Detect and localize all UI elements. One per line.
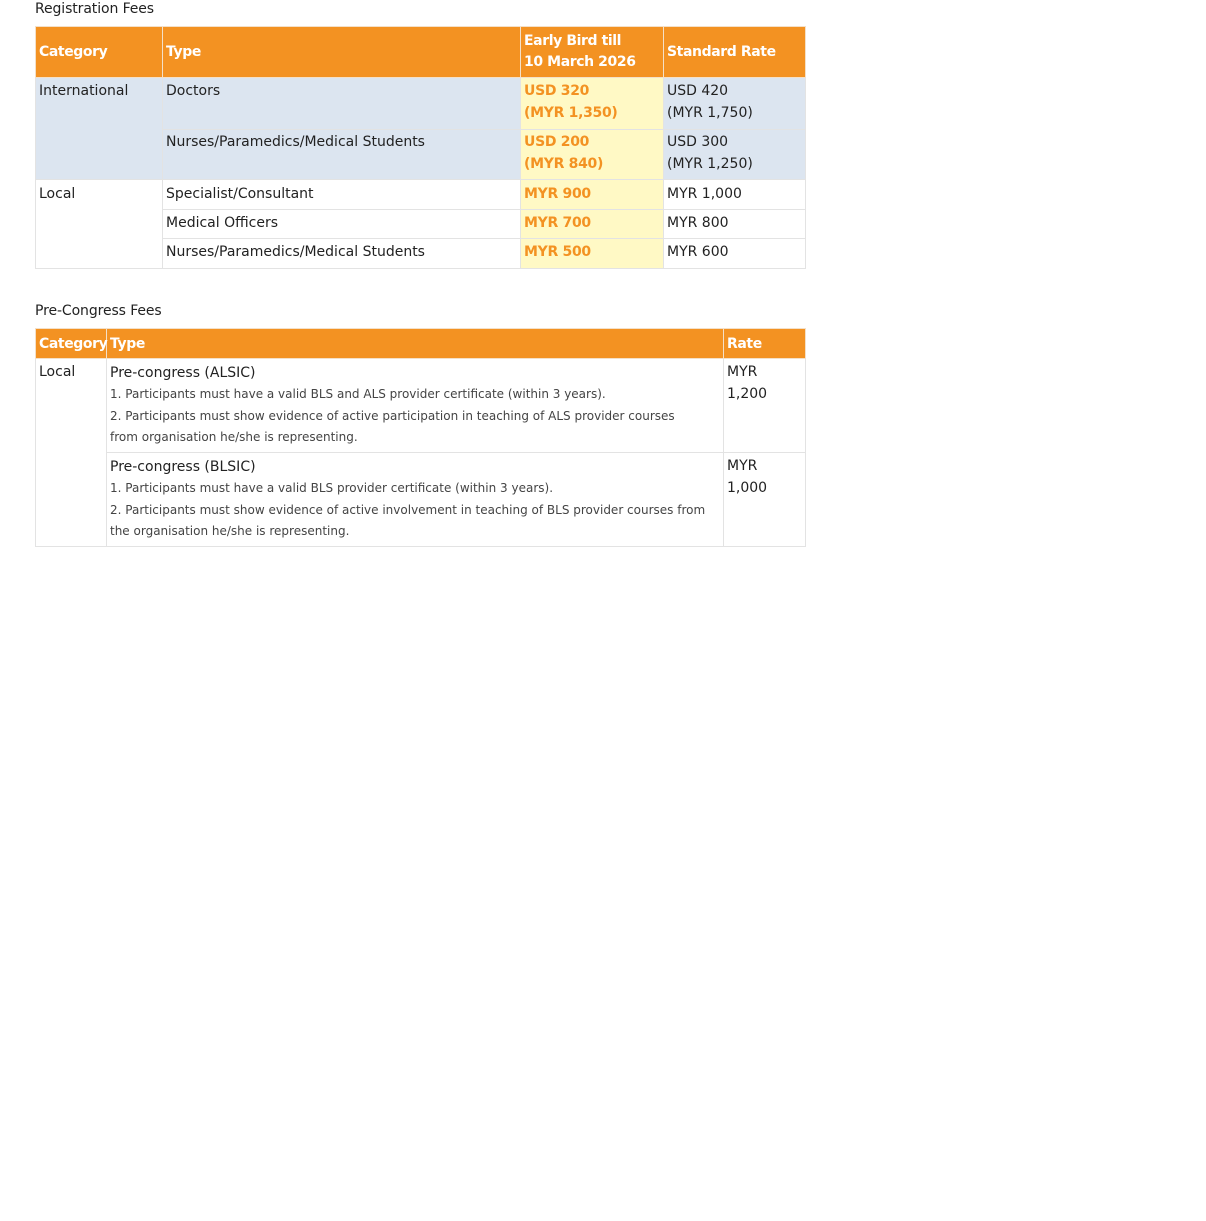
type-label: Specialist/Consultant	[166, 186, 314, 202]
requirement-note: 1. Participants must have a valid BLS provider certificate (within 3 years).	[110, 481, 554, 495]
header-category: Category	[36, 329, 107, 359]
early-bird-usd: USD 320	[524, 83, 590, 99]
precongress-header-row	[36, 329, 806, 359]
type-cell	[163, 180, 521, 210]
precongress-fees-title: Pre-Congress Fees	[35, 303, 162, 319]
category-label: Local	[39, 186, 76, 202]
standard-rate-cell	[664, 180, 806, 210]
registration-header-row	[36, 27, 806, 78]
header-early-bird-line2: 10 March 2026	[524, 54, 636, 70]
requirement-note: 1. Participants must have a valid BLS and ALS provider certificate (within 3 years).	[110, 387, 606, 401]
rate-amount: 1,200	[727, 385, 768, 402]
type-cell	[163, 130, 521, 180]
standard-myr: MYR 1,000	[667, 186, 742, 202]
early-bird-usd: USD 200	[524, 134, 590, 150]
early-bird-myr: MYR 900	[524, 186, 591, 202]
rate-cell	[724, 359, 806, 453]
type-cell	[107, 359, 724, 453]
type-label: Doctors	[166, 83, 221, 99]
precongress-fees-table	[35, 328, 806, 547]
header-type: Type	[163, 27, 521, 78]
header-early-bird-line1: Early Bird till	[524, 32, 622, 49]
requirement-note: 2. Participants must show evidence of active involvement in teaching of BLS provider courses from the organisation he/she is representing.	[110, 502, 706, 538]
type-label: Nurses/Paramedics/Medical Students	[166, 134, 425, 150]
category-international	[36, 78, 163, 180]
category-local	[36, 180, 163, 269]
rate-currency: MYR	[727, 458, 758, 474]
early-bird-myr: MYR 700	[524, 215, 591, 231]
early-bird-myr: MYR 500	[524, 244, 591, 260]
table-row	[36, 453, 806, 547]
type-label: Medical Officers	[166, 215, 278, 231]
standard-rate-cell	[664, 210, 806, 239]
header-early-bird	[521, 27, 664, 78]
standard-myr: MYR 800	[667, 215, 729, 231]
standard-usd: USD 300	[667, 134, 729, 150]
early-bird-cell	[521, 180, 664, 210]
table-row	[36, 78, 806, 130]
type-cell	[163, 210, 521, 239]
early-bird-cell	[521, 130, 664, 180]
standard-myr: MYR 600	[667, 244, 729, 260]
standard-usd: USD 420	[667, 83, 729, 99]
category-local	[36, 359, 107, 547]
header-standard-rate: Standard Rate	[664, 27, 806, 78]
requirement-note: 2. Participants must show evidence of active participation in teaching of ALS provider courses from organisation he/she is representing.	[110, 408, 675, 444]
early-bird-cell	[521, 239, 664, 269]
early-bird-cell	[521, 210, 664, 239]
rate-amount: 1,000	[727, 479, 768, 496]
type-cell	[107, 453, 724, 547]
registration-fees-title: Registration Fees	[35, 1, 154, 17]
standard-rate-cell	[664, 78, 806, 130]
header-type: Type	[107, 329, 724, 359]
type-cell	[163, 78, 521, 130]
standard-myr: (MYR 1,750)	[667, 104, 753, 121]
type-label: Nurses/Paramedics/Medical Students	[166, 244, 425, 260]
standard-myr: (MYR 1,250)	[667, 155, 753, 172]
standard-rate-cell	[664, 239, 806, 269]
early-bird-myr: (MYR 1,350)	[524, 104, 618, 121]
type-cell	[163, 239, 521, 269]
early-bird-myr: (MYR 840)	[524, 155, 604, 172]
table-row	[36, 359, 806, 453]
header-rate: Rate	[724, 329, 806, 359]
table-row	[36, 180, 806, 210]
standard-rate-cell	[664, 130, 806, 180]
rate-currency: MYR	[727, 364, 758, 380]
header-category: Category	[36, 27, 163, 78]
category-label: Local	[39, 364, 76, 380]
precongress-type-title: Pre-congress (ALSIC)	[110, 365, 256, 381]
rate-cell	[724, 453, 806, 547]
early-bird-cell	[521, 78, 664, 130]
registration-fees-table	[35, 26, 806, 269]
category-label: International	[39, 83, 129, 99]
precongress-type-title: Pre-congress (BLSIC)	[110, 459, 256, 475]
